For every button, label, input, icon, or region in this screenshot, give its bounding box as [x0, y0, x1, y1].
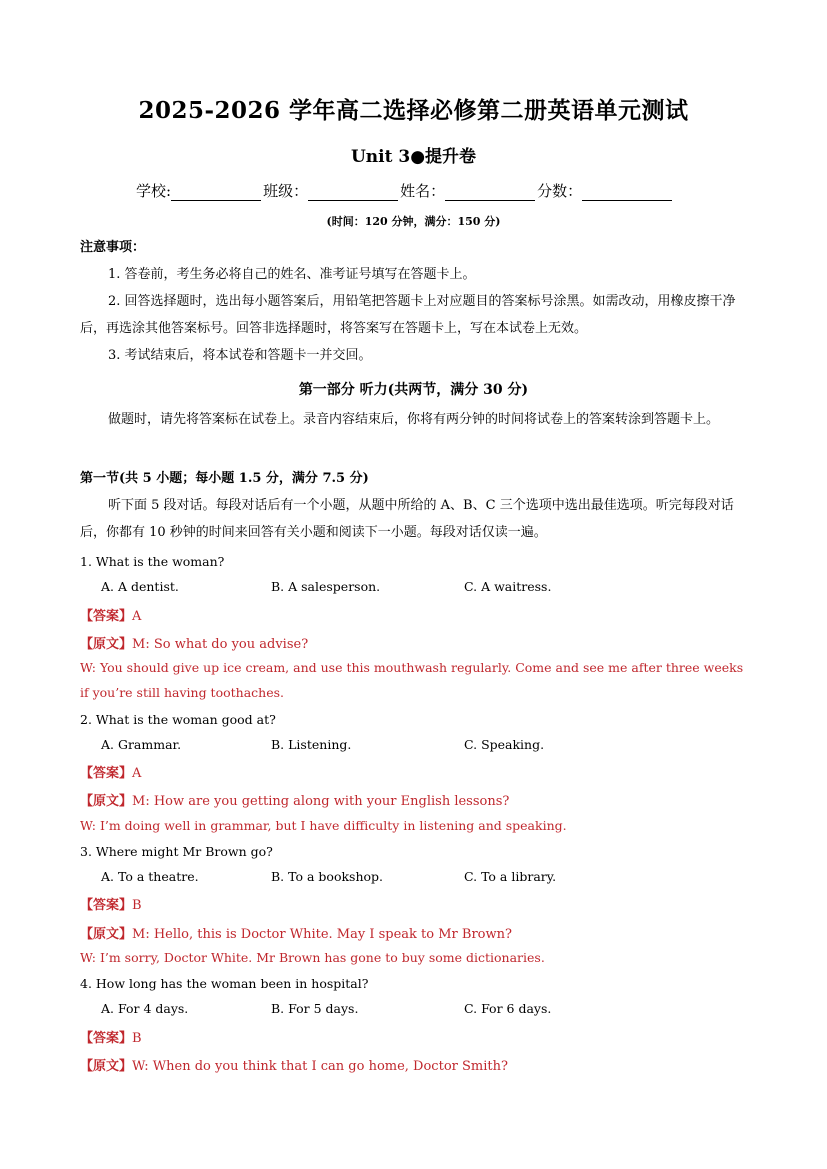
- answer-tag: 【答案】: [80, 609, 133, 624]
- q4-answer-value: B: [132, 1031, 142, 1046]
- question-3: 3. Where might Mr Brown go?: [80, 844, 273, 859]
- question-4: 4. How long has the woman been in hospital?: [80, 976, 369, 991]
- q4-script-line1: [80, 1055, 508, 1074]
- q2-option-a: A. Grammar.: [101, 737, 182, 752]
- q4-option-a: A. For 4 days.: [101, 1001, 189, 1016]
- q3-script-first: M: Hello, this is Doctor White. May I speak to Mr Brown?: [132, 927, 512, 942]
- part1-title: 第一部分 听力(共两节，满分 30 分): [298, 382, 529, 398]
- q4-option-b: B. For 5 days.: [271, 1001, 359, 1016]
- q2-script-line1: [80, 790, 509, 809]
- notes-title: 注意事项：: [80, 240, 146, 255]
- q2-answer-value: A: [132, 766, 142, 781]
- answer-tag: 【答案】: [80, 766, 133, 781]
- score-blank[interactable]: [582, 184, 672, 201]
- q2-option-b: B. Listening.: [271, 737, 352, 752]
- student-info-row: [136, 180, 674, 201]
- script-tag: 【原文】: [80, 1059, 133, 1074]
- class-label: 班级：: [263, 182, 309, 200]
- question-2: 2. What is the woman good at?: [80, 712, 276, 727]
- name-blank[interactable]: [445, 184, 535, 201]
- q1-answer: [80, 605, 141, 624]
- script-tag: 【原文】: [80, 927, 133, 942]
- school-blank[interactable]: [171, 184, 261, 201]
- q4-script-first: W: When do you think that I can go home, Doctor Smith?: [132, 1059, 508, 1074]
- note-item: 1. 答卷前，考生务必将自己的姓名、准考证号填写在答题卡上。: [108, 267, 476, 282]
- part1-instructions: 做题时，请先将答案标在试卷上。录音内容结束后，你将有两分钟的时间将试卷上的答案转涂到答题卡上。: [108, 412, 720, 427]
- q2-script-rest: W: I’m doing well in grammar, but I have difficulty in listening and speaking.: [80, 818, 567, 833]
- name-label: 姓名：: [400, 182, 446, 200]
- q1-option-a: A. A dentist.: [101, 579, 179, 594]
- q1-script-rest: W: You should give up ice cream, and use this mouthwash regularly. Come and see me after three weeks if you’re still having toothaches.: [80, 660, 744, 700]
- q2-answer: [80, 762, 141, 781]
- exam-timing: (时间：120 分钟，满分：150 分): [326, 215, 501, 228]
- q1-answer-value: A: [132, 609, 142, 624]
- answer-tag: 【答案】: [80, 898, 133, 913]
- section1-title: 第一节(共 5 小题；每小题 1.5 分，满分 7.5 分): [80, 471, 369, 486]
- script-tag: 【原文】: [80, 637, 133, 652]
- note-item: 2. 回答选择题时，选出每小题答案后，用铅笔把答题卡上对应题目的答案标号涂黑。如需改动，用橡皮擦干净后，再选涂其他答案标号。回答非选择题时，将答案写在答题卡上，写在本试卷上无效。: [80, 294, 736, 336]
- q1-option-b: B. A salesperson.: [271, 579, 381, 594]
- q4-answer: [80, 1027, 142, 1046]
- q3-answer: [80, 894, 142, 913]
- answer-tag: 【答案】: [80, 1031, 133, 1046]
- q4-option-c: C. For 6 days.: [464, 1001, 552, 1016]
- note-item: 3. 考试结束后，将本试卷和答题卡一并交回。: [108, 348, 372, 363]
- q3-script-rest: W: I’m sorry, Doctor White. Mr Brown has gone to buy some dictionaries.: [80, 950, 545, 965]
- notes-list: [80, 261, 750, 369]
- question-1: 1. What is the woman?: [80, 554, 225, 569]
- q2-option-c: C. Speaking.: [464, 737, 545, 752]
- exam-subtitle: Unit 3●提升卷: [350, 147, 477, 167]
- q1-script-line1: [80, 633, 308, 652]
- q3-answer-value: B: [132, 898, 142, 913]
- score-label: 分数：: [537, 182, 583, 200]
- section1-instructions: 听下面 5 段对话。每段对话后有一个小题，从题中所给的 A、B、C 三个选项中选出最佳选项。听完每段对话后，你都有 10 秒钟的时间来回答有关小题和阅读下一小题。每段对话仅读一遍。: [80, 498, 734, 540]
- script-tag: 【原文】: [80, 794, 133, 809]
- q3-option-b: B. To a bookshop.: [271, 869, 384, 884]
- q1-script-first: M: So what do you advise?: [132, 637, 309, 652]
- school-label: 学校:: [136, 182, 172, 200]
- q1-option-c: C. A waitress.: [464, 579, 552, 594]
- q3-option-c: C. To a library.: [464, 869, 557, 884]
- q3-script-line1: [80, 923, 512, 942]
- q2-script-first: M: How are you getting along with your English lessons?: [132, 794, 510, 809]
- exam-title: 2025-2026 学年高二选择必修第二册英语单元测试: [138, 97, 689, 124]
- class-blank[interactable]: [308, 184, 398, 201]
- q3-option-a: A. To a theatre.: [101, 869, 199, 884]
